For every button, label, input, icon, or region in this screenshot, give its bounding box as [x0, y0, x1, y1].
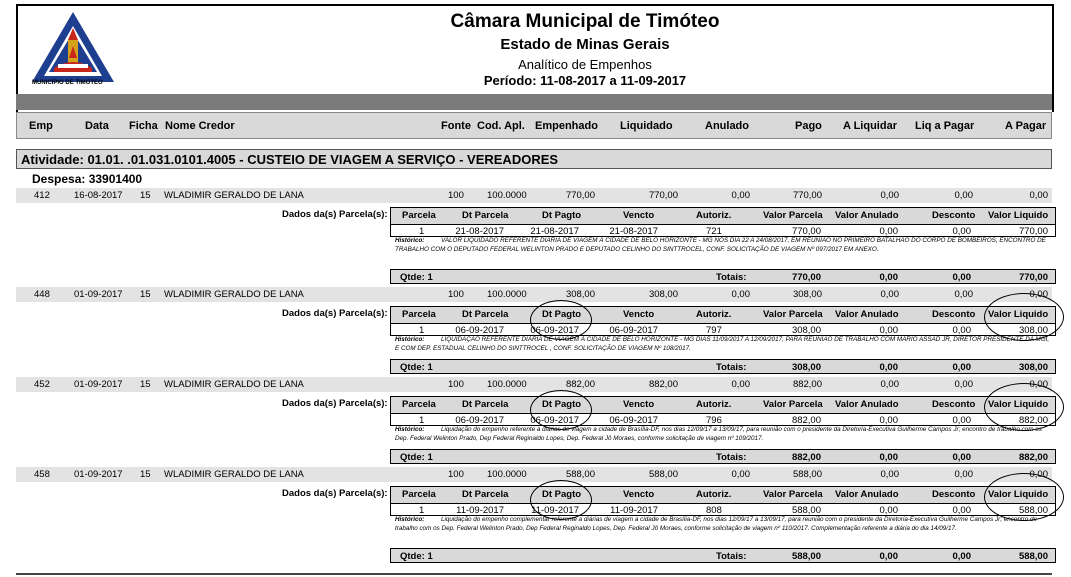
parcela-table-header: [391, 397, 1055, 414]
totais-desconto: 0,00: [952, 271, 971, 283]
parcela-col-valor-parcela: Valor Parcela: [763, 210, 823, 221]
parcela-valor: 308,00: [791, 325, 821, 336]
report-period: Período: 11-08-2017 a 11-09-2017: [483, 73, 687, 88]
qtde-label: Qtde: 1: [400, 362, 433, 374]
totais-label: Totais:: [716, 550, 747, 562]
empenho-empenhado: 882,00: [565, 379, 595, 390]
parcela-table: [390, 306, 1056, 336]
handwritten-circle-valor-liquido: [984, 383, 1064, 431]
qtde-label: Qtde: 1: [400, 550, 433, 562]
parcela-autoriz: 797: [706, 325, 722, 336]
parcela-col-valor-liquido: Valor Liquido: [988, 309, 1049, 320]
empenho-emp: 458: [34, 469, 50, 480]
empenho-cod-apl: 100.0000: [487, 190, 527, 201]
handwritten-circle-valor-liquido: [984, 473, 1064, 521]
totais-anulado: 0,00: [879, 362, 898, 374]
empenho-a-pagar: 0,00: [1029, 289, 1048, 300]
parcela-col-desconto: Desconto: [932, 309, 976, 320]
report-name: Analítico de Empenhos: [518, 57, 652, 72]
parcela-col-parcela: Parcela: [402, 210, 436, 221]
empenho-credor: WLADIMIR GERALDO DE LANA: [164, 379, 304, 390]
totais-desconto: 0,00: [952, 550, 971, 562]
dados-parcela-label: Dados da(s) Parcela(s):: [282, 398, 388, 409]
page-subtitle: Estado de Minas Gerais: [500, 36, 670, 53]
empenho-empenhado: 770,00: [565, 190, 595, 201]
qtde-label: Qtde: 1: [400, 271, 433, 283]
empenho-fonte: 100: [448, 379, 464, 390]
page-title: Câmara Municipal de Timóteo: [450, 11, 720, 32]
parcela-dt-pagto: 21-08-2017: [530, 226, 579, 237]
parcela-desconto: 0,00: [952, 325, 971, 336]
empenho-row[interactable]: [16, 377, 1052, 392]
empenho-data: 16-08-2017: [74, 190, 123, 201]
empenho-cod-apl: 100.0000: [487, 469, 527, 480]
totais-desconto: 0,00: [952, 452, 971, 464]
empenho-a-liquidar: 0,00: [880, 190, 899, 201]
parcela-col-parcela: Parcela: [402, 399, 436, 410]
totais-liquido: 882,00: [1018, 452, 1048, 464]
empenho-fonte: 100: [448, 289, 464, 300]
totais-label: Totais:: [716, 271, 747, 283]
parcela-col-dt-pagto: Dt Pagto: [542, 309, 582, 320]
empenho-a-pagar: 0,00: [1029, 379, 1048, 390]
parcela-col-dt-parcela: Dt Parcela: [462, 489, 509, 500]
municipal-logo: [30, 10, 116, 88]
empenho-liq-a-pagar: 0,00: [954, 289, 973, 300]
empenho-ficha: 15: [140, 289, 151, 300]
parcela-dt-pagto: 06-09-2017: [530, 415, 579, 426]
empenho-liquidado: 770,00: [648, 190, 678, 201]
empenho-pago: 882,00: [792, 379, 822, 390]
totais-label: Totais:: [716, 362, 747, 374]
totais-anulado: 0,00: [879, 550, 898, 562]
col-cod-apl: Cod. Apl.: [477, 120, 525, 132]
totais-liquido: 770,00: [1018, 271, 1048, 283]
parcela-col-valor-liquido: Valor Liquido: [988, 489, 1049, 500]
dados-parcela-label: Dados da(s) Parcela(s):: [282, 488, 388, 499]
col-a-liquidar: A Liquidar: [843, 120, 897, 132]
parcela-col-valor-parcela: Valor Parcela: [763, 489, 823, 500]
totais-desconto: 0,00: [952, 362, 971, 374]
parcela-col-valor-anulado: Valor Anulado: [835, 309, 899, 320]
empenho-row[interactable]: [16, 188, 1052, 203]
parcela-table-header: [391, 307, 1055, 324]
totais-valor: 770,00: [791, 271, 821, 283]
col-liquidado: Liquidado: [620, 120, 673, 132]
parcela-table-header: [391, 208, 1055, 225]
totais-anulado: 0,00: [879, 452, 898, 464]
parcela-col-valor-liquido: Valor Liquido: [988, 210, 1049, 221]
parcela-desconto: 0,00: [952, 226, 971, 237]
parcela-dt-parcela: 11-09-2017: [456, 505, 504, 516]
parcela-n: 1: [419, 505, 425, 516]
dados-parcela-label: Dados da(s) Parcela(s):: [282, 209, 388, 220]
empenho-pago: 770,00: [792, 190, 822, 201]
totais-anulado: 0,00: [879, 271, 898, 283]
empenho-row[interactable]: [16, 467, 1052, 482]
totais-liquido: 308,00: [1018, 362, 1048, 374]
parcela-col-parcela: Parcela: [402, 489, 436, 500]
empenho-cod-apl: 100.0000: [487, 289, 527, 300]
col-anulado: Anulado: [705, 120, 749, 132]
parcela-totals-row: [390, 548, 1056, 563]
parcela-col-valor-anulado: Valor Anulado: [835, 489, 899, 500]
empenho-empenhado: 588,00: [565, 469, 595, 480]
parcela-anulado: 0,00: [879, 226, 898, 237]
parcela-totals-row: [390, 449, 1056, 464]
parcela-col-dt-pagto: Dt Pagto: [542, 399, 582, 410]
empenho-credor: WLADIMIR GERALDO DE LANA: [164, 469, 304, 480]
empenho-row[interactable]: [16, 287, 1052, 302]
qtde-label: Qtde: 1: [400, 452, 433, 464]
parcela-valor: 588,00: [791, 505, 821, 516]
empenho-fonte: 100: [448, 190, 464, 201]
empenho-a-liquidar: 0,00: [880, 469, 899, 480]
dados-parcela-label: Dados da(s) Parcela(s):: [282, 308, 388, 319]
parcela-col-valor-parcela: Valor Parcela: [763, 399, 823, 410]
col-ficha: Ficha: [129, 120, 158, 132]
parcela-col-valor-liquido: Valor Liquido: [988, 399, 1049, 410]
historico-text: Liquidação do empenho complementar referente a diárias de viagem a cidade de Brasília-DF, nos dias 12/09/17 a 13/09/17, para reunião com o presidente da Diretoria-Executiva Guilherme Campos Jr; encontro de trabalho com os Dep. Federal Welinton Prado, Dep Federal Reginaldo Lopes, Dep. Federal Jô Moraes, conforme solicitação de viagem nº 110/2017. Complementação referente a diária do dia 14/09/17.: [395, 516, 1037, 532]
parcela-totals-row: [390, 269, 1056, 284]
parcela-col-vencto: Vencto: [623, 309, 655, 320]
parcela-totals-row: [390, 359, 1056, 374]
historico-label: Histórico:: [395, 426, 425, 433]
parcela-vencto: 11-09-2017: [610, 505, 658, 516]
parcela-vencto: 21-08-2017: [609, 226, 658, 237]
parcela-n: 1: [419, 226, 425, 237]
parcela-table: [390, 207, 1056, 237]
bottom-rule: [16, 573, 1052, 575]
empenho-liquidado: 588,00: [648, 469, 678, 480]
parcela-table-header: [391, 487, 1055, 504]
parcela-anulado: 0,00: [879, 415, 898, 426]
handwritten-circle-valor-liquido: [984, 293, 1064, 341]
parcela-table: [390, 396, 1056, 426]
empenho-anulado: 0,00: [731, 469, 750, 480]
parcela-dt-parcela: 06-09-2017: [455, 325, 504, 336]
col-a-pagar: A Pagar: [1005, 120, 1047, 132]
parcela-anulado: 0,00: [879, 325, 898, 336]
empenho-anulado: 0,00: [731, 289, 750, 300]
empenho-cod-apl: 100.0000: [487, 379, 527, 390]
parcela-anulado: 0,00: [879, 505, 898, 516]
col-liq-a-pagar: Liq a Pagar: [915, 120, 975, 132]
empenho-a-liquidar: 0,00: [880, 379, 899, 390]
totais-label: Totais:: [716, 452, 747, 464]
parcela-col-desconto: Desconto: [932, 399, 976, 410]
parcela-col-vencto: Vencto: [623, 399, 655, 410]
parcela-liquido: 588,00: [1018, 505, 1048, 516]
historico-label: Histórico:: [395, 237, 425, 244]
parcela-col-desconto: Desconto: [932, 210, 976, 221]
handwritten-circle-dt-pagto: [530, 300, 592, 340]
parcela-col-autoriz: Autoriz.: [696, 399, 732, 410]
parcela-col-vencto: Vencto: [623, 210, 655, 221]
despesa-label: Despesa: 33901400: [32, 172, 143, 186]
parcela-autoriz: 808: [706, 505, 722, 516]
parcela-dt-parcela: 21-08-2017: [455, 226, 504, 237]
header-divider-bar: [16, 94, 1052, 110]
empenho-fonte: 100: [448, 469, 464, 480]
historico-text: Liquidação do empenho referente a diárias de viagem a cidade de Brasília-DF, nos dias 12/09/17 a 13/09/17, para reunião com o presidente da Diretoria-Executiva Guilherme Campos Jr; encontro de trabalho com os Dep. Federal Welinton Prado, Dep Federal Reginaldo Lopes, Dep. Federal Jô Moraes, conforme solicitação de viagem nº 109/2017.: [395, 426, 1042, 442]
parcela-dt-pagto: 11-09-2017: [531, 505, 579, 516]
parcela-autoriz: 796: [706, 415, 722, 426]
col-pago: Pago: [795, 120, 822, 132]
empenho-a-pagar: 0,00: [1029, 469, 1048, 480]
parcela-vencto: 06-09-2017: [609, 415, 658, 426]
totais-valor: 882,00: [791, 452, 821, 464]
logo-caption: MUNICÍPIO DE TIMÓTEO: [32, 80, 103, 86]
empenho-emp: 452: [34, 379, 50, 390]
col-data: Data: [85, 120, 109, 132]
parcela-col-autoriz: Autoriz.: [696, 210, 732, 221]
parcela-col-autoriz: Autoriz.: [696, 309, 732, 320]
empenho-liq-a-pagar: 0,00: [954, 379, 973, 390]
parcela-col-dt-pagto: Dt Pagto: [542, 489, 582, 500]
empenho-ficha: 15: [140, 379, 151, 390]
empenho-data: 01-09-2017: [74, 289, 123, 300]
parcela-liquido: 882,00: [1018, 415, 1048, 426]
parcela-valor: 882,00: [791, 415, 821, 426]
empenho-liq-a-pagar: 0,00: [954, 469, 973, 480]
parcela-col-valor-anulado: Valor Anulado: [835, 399, 899, 410]
parcela-liquido: 308,00: [1018, 325, 1048, 336]
totais-valor: 308,00: [791, 362, 821, 374]
parcela-dt-pagto: 06-09-2017: [530, 325, 579, 336]
parcela-col-vencto: Vencto: [623, 489, 655, 500]
empenho-credor: WLADIMIR GERALDO DE LANA: [164, 289, 304, 300]
parcela-desconto: 0,00: [952, 505, 971, 516]
parcela-n: 1: [419, 415, 425, 426]
parcela-col-valor-parcela: Valor Parcela: [763, 309, 823, 320]
parcela-col-dt-parcela: Dt Parcela: [462, 210, 509, 221]
parcela-desconto: 0,00: [952, 415, 971, 426]
empenho-ficha: 15: [140, 190, 151, 201]
parcela-table: [390, 486, 1056, 516]
parcela-n: 1: [419, 325, 425, 336]
atividade-bar: [16, 149, 1052, 169]
parcela-col-dt-parcela: Dt Parcela: [462, 309, 509, 320]
empenho-pago: 588,00: [792, 469, 822, 480]
col-fonte: Fonte: [441, 120, 471, 132]
empenho-data: 01-09-2017: [74, 469, 123, 480]
parcela-valor: 770,00: [791, 226, 821, 237]
parcela-autoriz: 721: [706, 226, 722, 237]
historico-label: Histórico:: [395, 516, 425, 523]
parcela-col-dt-pagto: Dt Pagto: [542, 210, 582, 221]
column-header-row: [16, 112, 1052, 139]
empenho-anulado: 0,00: [731, 379, 750, 390]
empenho-liquidado: 882,00: [648, 379, 678, 390]
empenho-pago: 308,00: [792, 289, 822, 300]
col-nome-credor: Nome Credor: [165, 120, 235, 132]
empenho-a-liquidar: 0,00: [880, 289, 899, 300]
parcela-col-parcela: Parcela: [402, 309, 436, 320]
empenho-empenhado: 308,00: [565, 289, 595, 300]
empenho-credor: WLADIMIR GERALDO DE LANA: [164, 190, 304, 201]
empenho-ficha: 15: [140, 469, 151, 480]
parcela-col-desconto: Desconto: [932, 489, 976, 500]
parcela-col-valor-anulado: Valor Anulado: [835, 210, 899, 221]
historico-text: LIQUIDAÇÃO REFERENTE DIÁRIA DE VIAGEM À CIDADE DE BELO HORIZONTE - MG DIAS 11/09/2017 A 12/09/2017, PARA REUNIÃO DE TRABALHO COM MÁRIO ASSAD JR, DIRETOR PRESIDENTE DA MGI, E COM DEP. ESTADUAL CELINHO DO SINTTROCEL , CONF. SOLICITAÇÃO DE VIAGEM Nº 108/2017.: [395, 336, 1050, 352]
parcela-vencto: 06-09-2017: [609, 325, 658, 336]
parcela-liquido: 770,00: [1018, 226, 1048, 237]
col-empenhado: Empenhado: [535, 120, 598, 132]
totais-valor: 588,00: [791, 550, 821, 562]
handwritten-circle-dt-pagto: [530, 480, 592, 520]
empenho-a-pagar: 0,00: [1029, 190, 1048, 201]
parcela-dt-parcela: 06-09-2017: [455, 415, 504, 426]
parcela-col-autoriz: Autoriz.: [696, 489, 732, 500]
empenho-liquidado: 308,00: [648, 289, 678, 300]
empenho-data: 01-09-2017: [74, 379, 123, 390]
totais-liquido: 588,00: [1018, 550, 1048, 562]
col-emp: Emp: [29, 120, 53, 132]
empenho-liq-a-pagar: 0,00: [954, 190, 973, 201]
atividade-label: Atividade: 01.01. .01.031.0101.4005 - CUSTEIO DE VIAGEM A SERVIÇO - VEREADORES: [21, 152, 559, 167]
historico-label: Histórico:: [395, 336, 425, 343]
empenho-emp: 412: [34, 190, 50, 201]
historico-text: VALOR LIQUIDADO REFERENTE DIÁRIA DE VIAGEM À CIDADE DE BELO HORIZONTE - MG NOS DIA 22 A 24/08/2017, EM REUNIÃO NO PRIMEIRO BATALHÃO DO CORPO DE BOMBEIROS, ENCONTRO DE TRABALHO COM O DEPUTADO FEDERAL WELINTON PRADO E DEPUTADO CELINHO DO SINTTROCEL, CONF. SOLICITAÇÃO DE VIAGEM Nº 097/2017 EM ANEXO.: [395, 237, 1046, 253]
empenho-anulado: 0,00: [731, 190, 750, 201]
handwritten-circle-dt-pagto: [530, 390, 592, 430]
empenho-emp: 448: [34, 289, 50, 300]
parcela-col-dt-parcela: Dt Parcela: [462, 399, 509, 410]
